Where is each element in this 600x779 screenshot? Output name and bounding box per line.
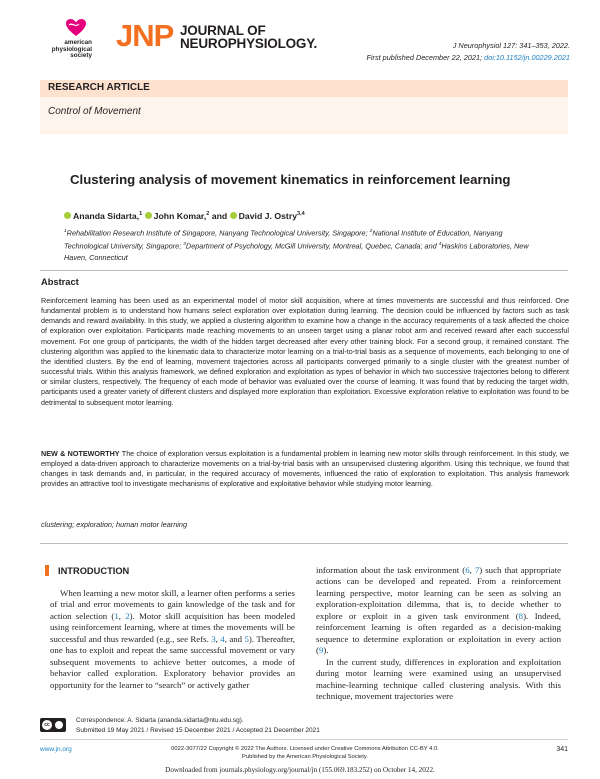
body-text: information about the task environment ( — [316, 565, 466, 575]
author-name[interactable]: David J. Ostry — [238, 211, 298, 221]
body-text: ). Thereafter, one has to exploit and repeat the same successful movement or vary subsequent movements to achieve better outcomes, a mode of behavior called exploration. Exploratory behavior provides an opportunity for the learner to “search” or actively gather — [50, 633, 295, 690]
download-notice: Downloaded from journals.physiology.org/journal/jn (155.069.183.252) on October 14, 2022. — [165, 766, 435, 774]
body-text: , — [469, 565, 475, 575]
affil-sup: 4 — [438, 242, 442, 248]
section-marker — [45, 565, 49, 576]
page-number: 341 — [556, 746, 568, 753]
citation-ref-link[interactable]: 9 — [318, 645, 324, 656]
section-label: Control of Movement — [48, 106, 141, 117]
society-name: american physiological society — [51, 39, 92, 59]
citation-ref-link[interactable]: 2 — [125, 610, 130, 621]
by-icon — [55, 721, 63, 729]
divider — [40, 270, 568, 271]
body-text: ). — [323, 645, 329, 656]
submission-dates: Submitted 19 May 2021 / Revised 15 December 2021 / Accepted 21 December 2021 — [76, 727, 320, 734]
body-text: ). Indeed, reinforcement learning is often regarded as a decision-making sequence to determine exploration or exploitation in every action ( — [316, 610, 562, 656]
affiliations — [64, 226, 544, 264]
journal-name — [180, 24, 317, 50]
body-text: , — [215, 633, 221, 644]
author-joiner: and — [211, 211, 228, 221]
article-title: Clustering analysis of movement kinematics in reinforcement learning — [70, 172, 511, 187]
affiliation: Rehabilitation Research Institute of Singapore, Nanyang Technological University, Singapore; — [66, 228, 370, 238]
citation-ref-link[interactable]: 3 — [211, 633, 216, 644]
body-text: ). Motor skill acquisition has been modeled using reinforcement learning, where at times the movements will be successful and thus rewarded (e.g., see Refs. — [50, 610, 295, 644]
first-published: First published December 22, 2021; — [366, 53, 483, 62]
affiliation: Haskins Laboratories, New Haven, Connecticut — [64, 241, 529, 263]
affiliation: National Institute of Education, Nanyang Technological University, Singapore; — [64, 228, 503, 251]
citation-ref-link[interactable]: 4 — [220, 633, 225, 644]
journal-abbrev: JNP — [116, 18, 174, 53]
intro-right-column — [316, 565, 561, 702]
introduction-heading: INTRODUCTION — [58, 566, 130, 576]
abstract-heading: Abstract — [41, 277, 79, 287]
citation-ref-link[interactable]: 7 — [474, 565, 480, 575]
copyright — [150, 746, 460, 761]
author-name[interactable]: Ananda Sidarta, — [73, 211, 140, 221]
doi-link[interactable]: doi:10.1152/jn.00229.2021 — [484, 53, 570, 62]
affil-sup: 1 — [64, 229, 67, 234]
author-sup: 3,4 — [297, 211, 305, 218]
article-type: RESEARCH ARTICLE — [48, 82, 150, 93]
affil-sup: 2 — [369, 229, 373, 234]
citation: J Neurophysiol 127: 341–353, 2022. — [452, 41, 570, 50]
new-noteworthy-text: The choice of exploration versus exploitation is a fundamental problem in learning new motor skills through reinforcement. In this study, we employed a data-driven approach to characterize movements on a trial-by-trial basis with an unsupervised clustering algorithm. Using this technique, we found that changes in task demands and, in particular, in the required accuracy of movements, influenced the ratio of exploration to exploitation. This analysis framework provides an attractive tool to investigate mechanisms of explorative and exploitative behavior while studying motor learning. — [41, 449, 570, 489]
body-text: When learning a new motor skill, a learner often performs a series of trial and error movements to gain knowledge of the task and for action selection ( — [50, 588, 295, 621]
author-sup: 1 — [139, 211, 143, 218]
abstract-body: Reinforcement learning has been used as an experimental model of motor skill acquisition, where at times movements are successful and thus reinforced. One fundamental problem is to understand how humans select exploration over exploitation during learning. The decision could be influenced by factors such as task demands and reward availability. In this study, we applied a clustering algorithm to examine how a change in the accuracy requirements of a task affected the choice of exploration over exploitation. Participants made reaching movements to an unseen target using a planar robot arm and received reward after each successful movement. For one group of participants, the width of the hidden target decreased after every other training block. For a second group, it remained constant. The clustering algorithm was applied to the kinematic data to characterize motor learning on a trial-to-trial basis as a sequence of movements, each belonging to one of the identified clusters. By the end of learning, movement trajectories across all participants converged primarily to a single cluster with the greatest number of successful trials. Within this analysis framework, we defined exploration and exploitation as types of behavior in which two successive trajectories belong to different or similar clusters, respectively. The frequency of each mode of behavior was evaluated over the course of learning. It was found that by reducing the target width, participants used a greater variety of different clusters and displayed more exploration than exploitation. Excessive exploration relative to exploitation was found to be detrimental to subsequent motor learning. — [41, 296, 569, 407]
journal-website-link[interactable]: www.jn.org — [40, 746, 72, 753]
body-text: , — [118, 610, 126, 621]
author-list — [64, 211, 305, 221]
correspondence: Correspondence: A. Sidarta (ananda.sidarta@ntu.edu.sg). — [76, 717, 244, 724]
author-sup: 2 — [206, 211, 210, 218]
divider — [40, 739, 568, 740]
author-name[interactable]: John Komar, — [153, 211, 207, 221]
journal-name-line2: NEUROPHYSIOLOGY. — [180, 36, 318, 51]
creative-commons-icon — [40, 718, 66, 732]
orcid-icon[interactable] — [230, 212, 237, 219]
aps-heart-logo-icon — [66, 19, 86, 37]
cc-label: cc — [42, 720, 52, 730]
copyright-line: 0022-3077/22 Copyright © 2022 The Authors. Licensed under Creative Commons Attribution CC-BY 4.0. — [171, 746, 439, 752]
orcid-icon[interactable] — [64, 212, 71, 219]
orcid-icon[interactable] — [145, 212, 152, 219]
intro-paragraph — [316, 565, 561, 657]
keywords: clustering; exploration; human motor learning — [41, 520, 188, 529]
citation-ref-link[interactable]: 6 — [465, 565, 470, 575]
body-text: , and — [224, 633, 245, 644]
new-noteworthy — [41, 449, 569, 490]
new-noteworthy-label: NEW & NOTEWORTHY — [41, 449, 120, 458]
journal-name-line1: JOURNAL OF — [180, 23, 266, 38]
divider — [40, 543, 568, 544]
publication-info — [366, 53, 570, 62]
citation-ref-link[interactable]: 8 — [518, 610, 524, 621]
intro-paragraph: In the current study, differences in exploration and exploitation during motor learning were examined using an unsupervised machine-learning technique called clustering analysis. With this technique, movement trajectories were — [316, 656, 561, 701]
affil-sup: 3 — [183, 242, 186, 248]
copyright-line: Published by the American Physiological Society. — [242, 753, 368, 760]
citation-ref-link[interactable]: 1 — [114, 610, 119, 621]
intro-left-column — [50, 588, 295, 691]
affiliation: Department of Psychology, McGill University, Montreal, Quebec, Canada; and — [185, 241, 439, 251]
citation-ref-link[interactable]: 5 — [244, 633, 249, 644]
body-text: ) such that appropriate actions can be developed and repeated. From a reinforcement learning perspective, motor learning can be seen as solving an exploration-exploitation dilemma, that is, to decide whether to explore or exploit in a given task environment ( — [316, 565, 561, 621]
